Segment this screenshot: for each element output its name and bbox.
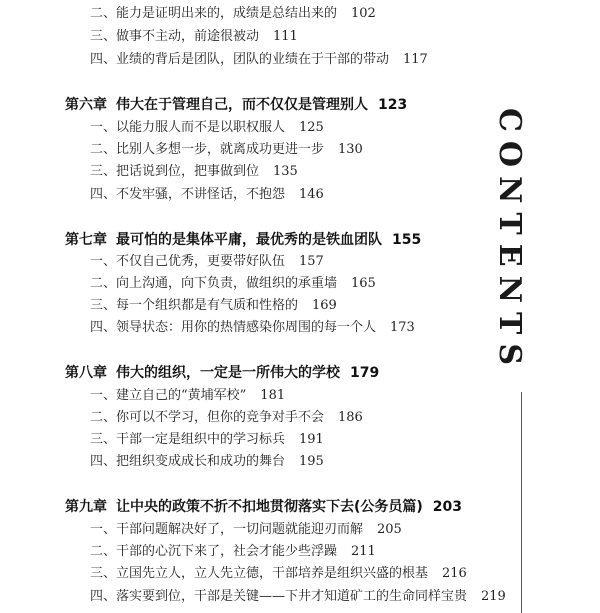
toc-entry-page: 211 — [351, 544, 376, 559]
toc-entry-text: 三、立国先立人，立人先立德，干部培养是组织兴盛的根基 — [90, 566, 429, 581]
toc-entry-text: 二、干部的心沉下来了，社会才能少些浮躁 — [90, 544, 338, 559]
chapter-heading — [65, 96, 407, 114]
toc-entry — [90, 6, 376, 22]
toc-entry-page: 191 — [299, 432, 324, 447]
toc-entry-page: 135 — [273, 164, 298, 179]
chapter-page: 179 — [350, 365, 380, 381]
chapter-title: 最可怕的是集体平庸，最优秀的是铁血团队 — [116, 232, 382, 248]
toc-entry — [90, 29, 298, 45]
toc-entry-text: 一、建立自己的“黄埔军校” — [90, 388, 247, 403]
toc-entry — [90, 298, 337, 314]
toc-entry — [90, 388, 285, 404]
toc-entry-page: 111 — [273, 29, 298, 44]
toc-entry-text: 四、落实要到位，干部是关键——下井才知道矿工的生命同样宝贵 — [90, 589, 468, 604]
toc-entry — [90, 187, 324, 203]
chapter-page: 155 — [392, 232, 422, 248]
toc-entry-text: 一、不仅自己优秀，更要带好队伍 — [90, 254, 286, 269]
chapter-label: 第八章 — [65, 365, 107, 381]
toc-entry-text: 四、把组织变成成长和成功的舞台 — [90, 454, 286, 469]
toc-entry-text: 二、你可以不学习，但你的竞争对手不会 — [90, 410, 325, 425]
chapter-label: 第七章 — [65, 232, 107, 248]
toc-entry-text: 四、业绩的背后是团队，团队的业绩在于干部的带动 — [90, 52, 390, 67]
toc-entry — [90, 522, 402, 538]
chapter-title: 伟大在于管理自己，而不仅仅是管理别人 — [116, 97, 368, 113]
toc-entry-text: 二、向上沟通，向下负责，做组织的承重墙 — [90, 276, 338, 291]
chapter-title: 让中央的政策不折不扣地贯彻落实下去(公务员篇) — [116, 499, 423, 515]
toc-entry — [90, 120, 324, 136]
chapter-label: 第六章 — [65, 97, 107, 113]
toc-entry — [90, 432, 324, 448]
toc-entry-page: 125 — [299, 120, 324, 135]
toc-entry-text: 二、能力是证明出来的，成绩是总结出来的 — [90, 6, 338, 21]
toc-entry-page: 169 — [312, 298, 337, 313]
chapter-title: 伟大的组织，一定是一所伟大的学校 — [116, 365, 340, 381]
toc-entry — [90, 566, 467, 582]
toc-entry — [90, 276, 376, 292]
toc-entry — [90, 320, 415, 336]
chapter-label: 第九章 — [65, 499, 107, 515]
toc-entry-page: 219 — [481, 589, 506, 604]
toc-entry-page: 186 — [338, 410, 363, 425]
toc-entry-page: 146 — [299, 187, 324, 202]
toc-entry — [90, 142, 363, 158]
toc-entry-page: 165 — [351, 276, 376, 291]
toc-entry-text: 四、不发牢骚，不讲怪话，不抱怨 — [90, 187, 286, 202]
chapter-heading — [65, 498, 462, 516]
toc-entry-text: 一、干部问题解决好了，一切问题就能迎刃而解 — [90, 522, 364, 537]
toc-entry-text: 四、领导状态：用你的热情感染你周围的每一个人 — [90, 320, 377, 335]
toc-entry-page: 130 — [338, 142, 363, 157]
toc-entry-page: 181 — [260, 388, 286, 403]
toc-entry — [90, 410, 363, 426]
toc-entry-page: 205 — [377, 522, 402, 537]
chapter-page: 123 — [378, 97, 408, 113]
toc-entry — [90, 589, 506, 605]
toc-entry-text: 三、每一个组织都是有气质和性格的 — [90, 298, 299, 313]
toc-entry — [90, 454, 324, 470]
toc-entry-text: 三、把话说到位，把事做到位 — [90, 164, 260, 179]
toc-entry-page: 195 — [299, 454, 324, 469]
toc-entry-page: 102 — [351, 6, 376, 21]
toc-entry-text: 三、干部一定是组织中的学习标兵 — [90, 432, 286, 447]
contents-side-label: CONTENTS — [492, 108, 527, 375]
chapter-heading — [65, 231, 421, 249]
toc-entry-page: 157 — [299, 254, 324, 269]
chapter-heading — [65, 364, 379, 382]
toc-entry — [90, 254, 324, 270]
toc-entry-text: 一、以能力服人而不是以职权服人 — [90, 120, 286, 135]
chapter-page: 203 — [432, 499, 463, 515]
toc-entry-text: 二、比别人多想一步，就离成功更进一步 — [90, 142, 325, 157]
toc-entry — [90, 544, 376, 560]
side-divider — [521, 392, 522, 613]
toc-entry-page: 173 — [390, 320, 415, 335]
toc-entry-page: 216 — [442, 566, 467, 581]
toc-entry — [90, 164, 298, 180]
toc-entry-page: 117 — [403, 52, 428, 67]
toc-entry — [90, 52, 428, 68]
toc-entry-text: 三、做事不主动，前途很被动 — [90, 29, 260, 44]
